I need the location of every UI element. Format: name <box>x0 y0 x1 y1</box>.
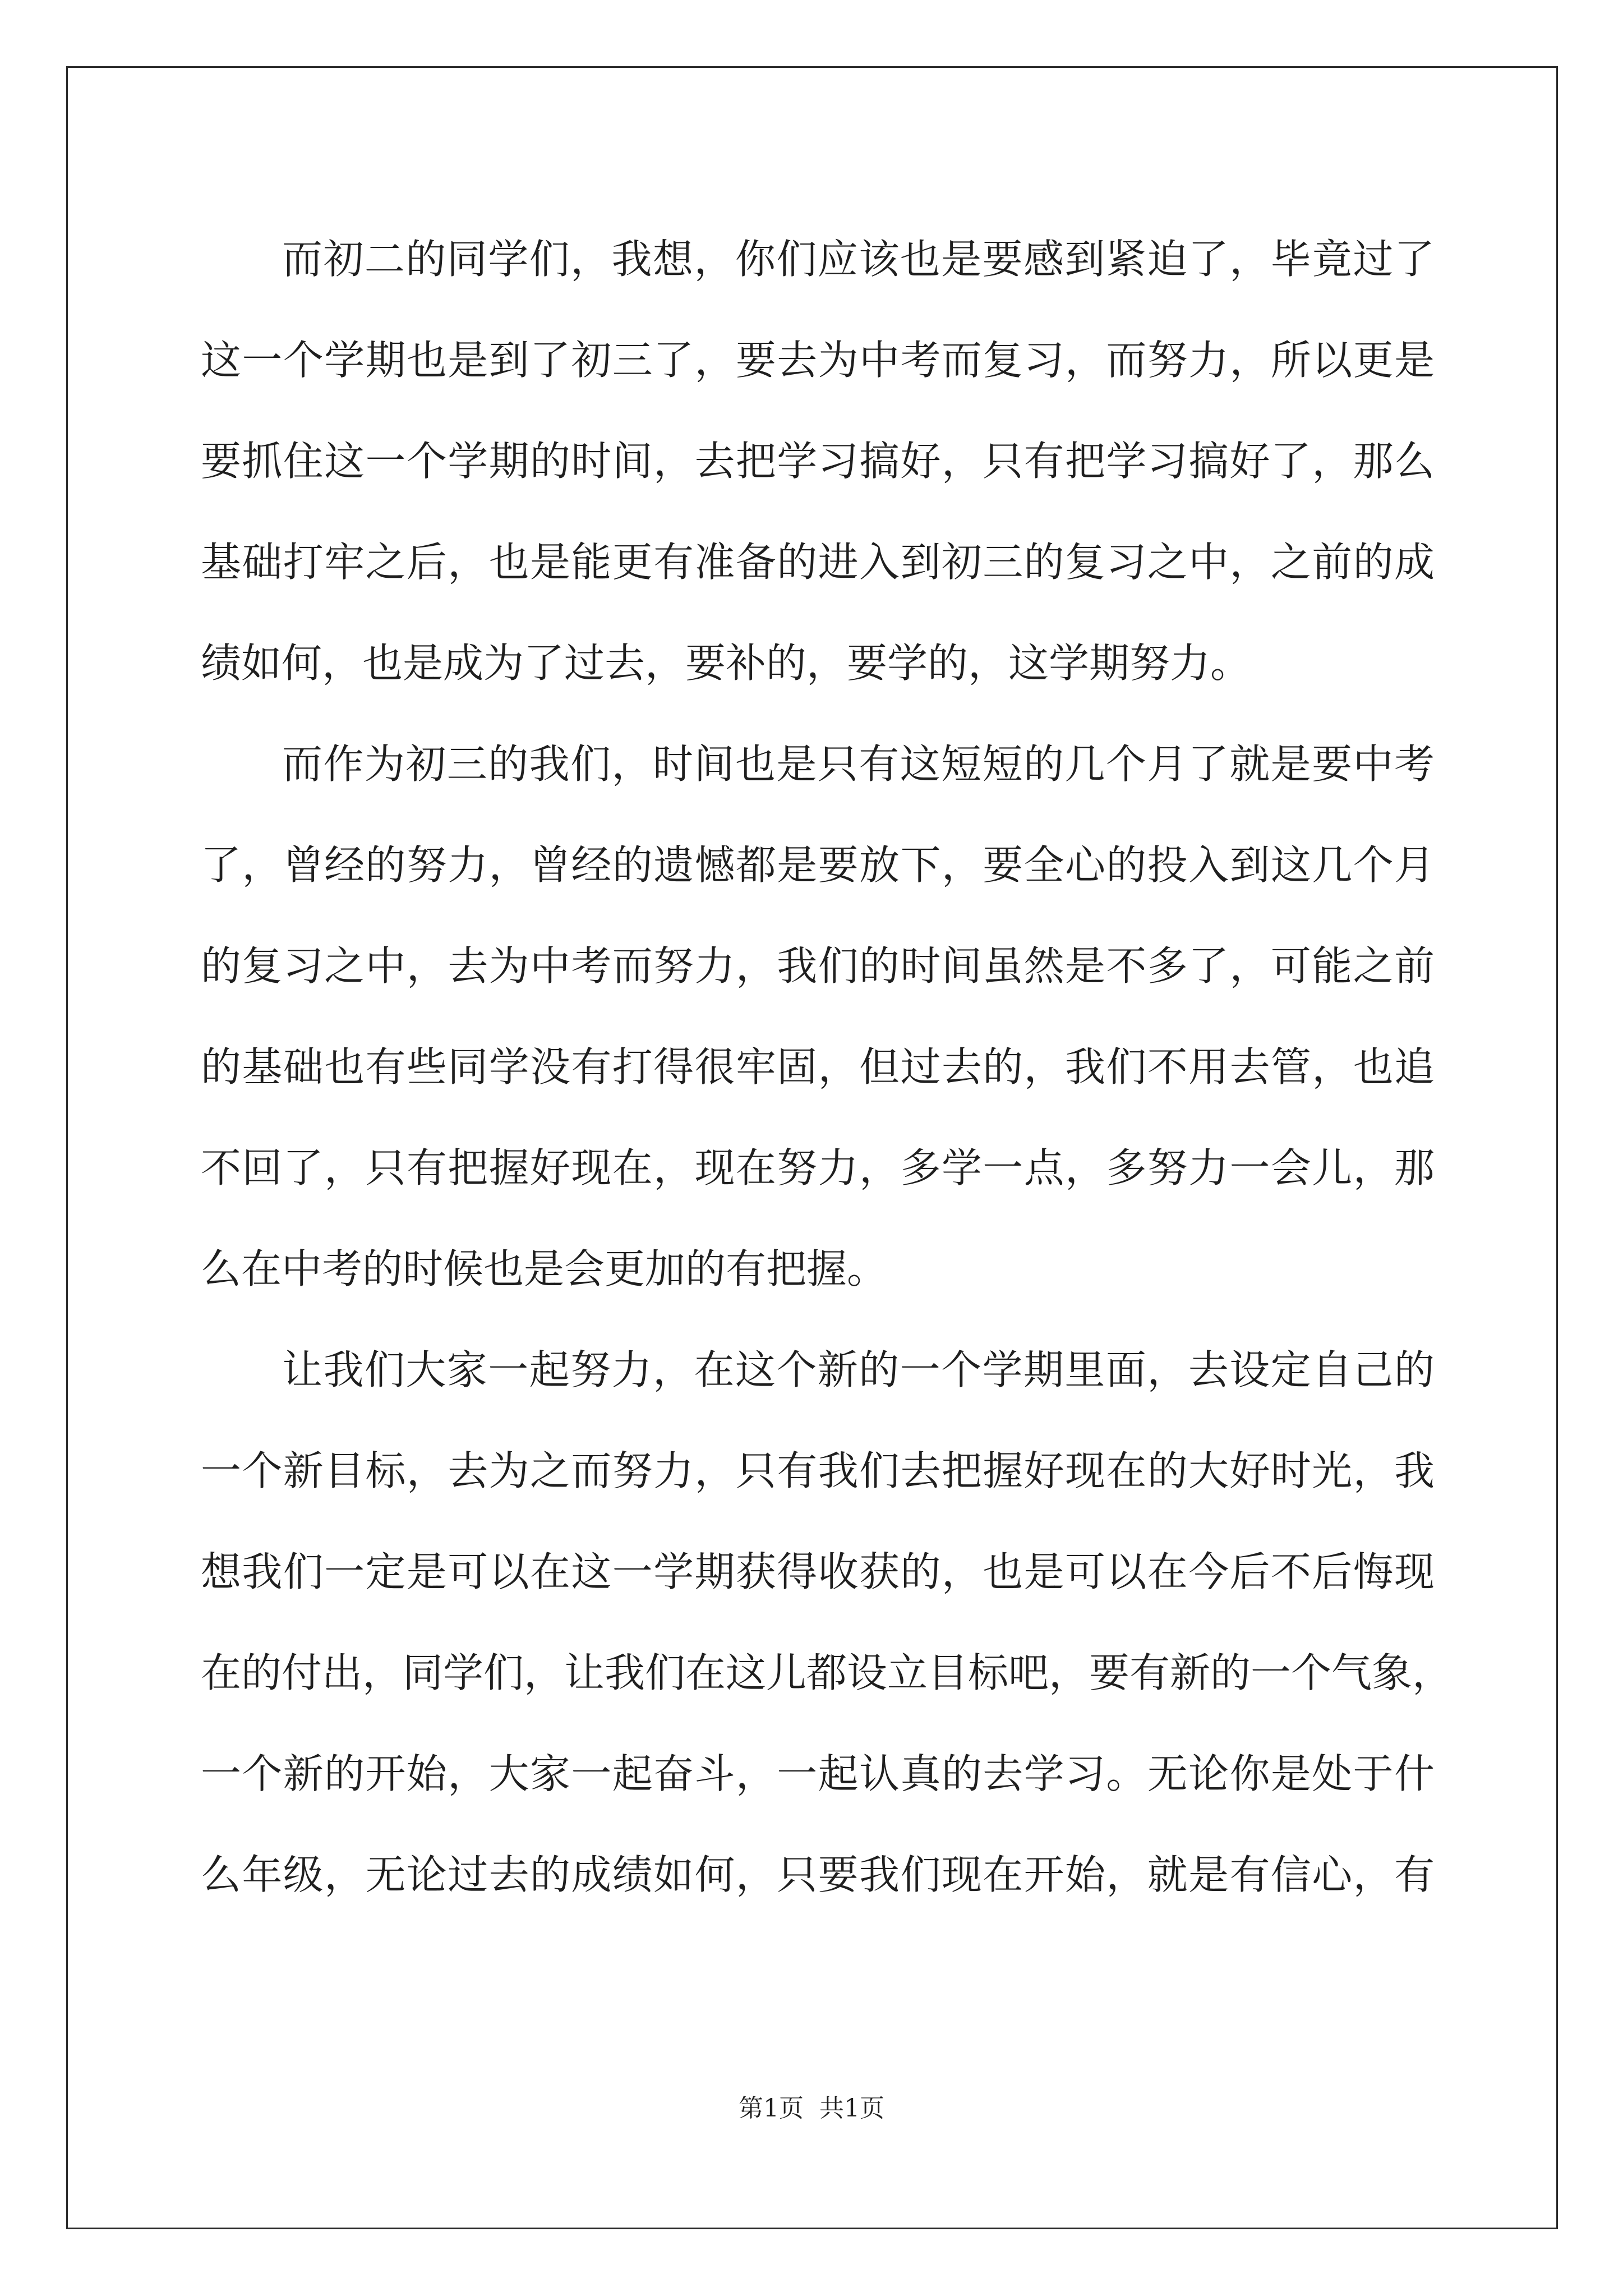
text-line <box>201 1420 1435 1521</box>
text-line-content: 不回了，只有把握好现在，现在努力，多学一点，多努力一会儿，那 <box>201 1144 1435 1191</box>
text-line <box>201 1622 1453 1723</box>
text-line-content: 想我们一定是可以在这一学期获得收获的，也是可以在今后不后悔现 <box>201 1548 1435 1595</box>
text-line <box>201 512 1435 613</box>
text-line-content: 了，曾经的努力，曾经的遗憾都是要放下，要全心的投入到这几个月 <box>201 841 1435 889</box>
text-line <box>201 1824 1435 1925</box>
text-line-content: 绩如何，也是成为了过去，要补的，要学的，这学期努力。 <box>201 639 1251 687</box>
text-line <box>201 613 1435 714</box>
text-line <box>201 411 1435 512</box>
text-line-content: 的基础也有些同学没有打得很牢固，但过去的，我们不用去管，也追 <box>201 1043 1435 1091</box>
text-line-content: 么在中考的时候也是会更加的有把握。 <box>201 1245 888 1292</box>
text-line <box>201 209 1435 310</box>
text-line <box>201 1016 1435 1117</box>
text-line-content: 而初二的同学们，我想，你们应该也是要感到紧迫了，毕竟过了 <box>282 236 1435 283</box>
text-line-content: 在的付出，同学们，让我们在这儿都设立目标吧，要有新的一个气象， <box>201 1649 1453 1696</box>
text-line-content: 一个新目标，去为之而努力，只有我们去把握好现在的大好时光，我 <box>201 1447 1435 1494</box>
text-line-content: 的复习之中，去为中考而努力，我们的时间虽然是不多了，可能之前 <box>201 942 1435 990</box>
text-line-content: 基础打牢之后，也是能更有准备的进入到初三的复习之中，之前的成 <box>201 539 1435 586</box>
text-line <box>201 1117 1435 1218</box>
text-line <box>201 1723 1435 1824</box>
text-line <box>201 915 1435 1016</box>
text-line <box>201 1218 1435 1319</box>
text-line-content: 而作为初三的我们，时间也是只有这短短的几个月了就是要中考 <box>282 740 1435 788</box>
text-line-content: 让我们大家一起努力，在这个新的一个学期里面，去设定自己的 <box>282 1346 1435 1393</box>
text-line <box>201 1521 1435 1622</box>
text-line-content: 这一个学期也是到了初三了，要去为中考而复习，而努力，所以更是 <box>201 337 1435 384</box>
text-line <box>201 310 1435 411</box>
text-line-content: 要抓住这一个学期的时间，去把学习搞好，只有把学习搞好了，那么 <box>201 438 1435 485</box>
text-line <box>201 1319 1435 1420</box>
text-line <box>201 815 1435 915</box>
text-line-content: 一个新的开始，大家一起奋斗，一起认真的去学习。无论你是处于什 <box>201 1750 1435 1797</box>
document-body <box>201 209 1453 1925</box>
text-line-content: 么年级，无论过去的成绩如何，只要我们现在开始，就是有信心，有 <box>201 1851 1435 1898</box>
page-number-footer: 第1页 共1页 <box>739 2094 884 2123</box>
text-line <box>201 714 1435 815</box>
